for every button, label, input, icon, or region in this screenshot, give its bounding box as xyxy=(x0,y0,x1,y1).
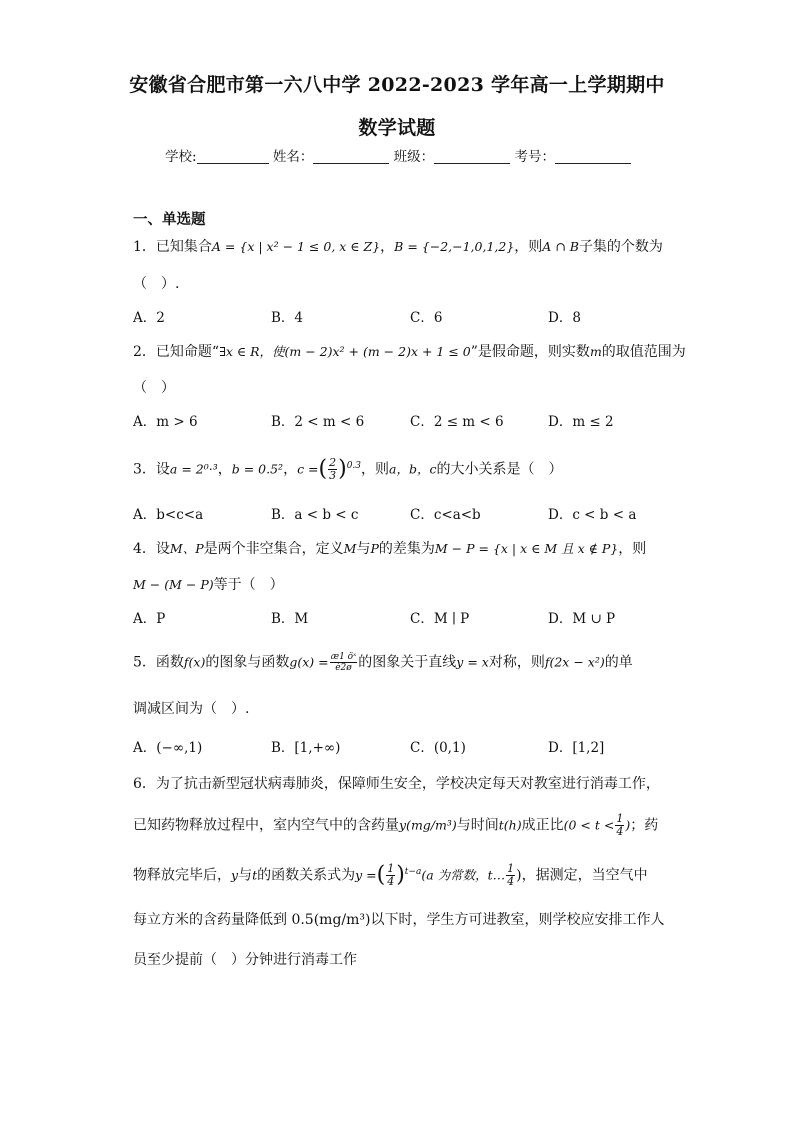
exam-number-blank xyxy=(555,149,631,164)
q1-option-d: D．8 xyxy=(548,310,581,326)
q3-c-exp: 0.3 xyxy=(346,461,362,471)
q4-option-d: D．M ∪ P xyxy=(548,611,616,627)
school-label: 学校: xyxy=(165,149,197,165)
name-label: 姓名： xyxy=(272,149,314,165)
q4-stem-2 xyxy=(133,575,284,595)
q5-option-b: B．[1,+∞) xyxy=(271,740,341,756)
q4-expr: M − (M − P) xyxy=(133,577,214,592)
q5-stem-2: 调减区间为（ ）. xyxy=(133,701,250,717)
q4-text-a: 4．设 xyxy=(133,541,170,557)
q1-option-c: C．6 xyxy=(410,310,443,326)
q6-l3-text-e: (a 为常数， xyxy=(421,867,488,883)
q5-f: f(x) xyxy=(183,654,206,670)
q3-frac-den: 3 xyxy=(329,469,337,483)
q1-stem xyxy=(133,237,663,257)
q2-var: m xyxy=(589,344,602,359)
q3-c-def: c = xyxy=(297,461,319,477)
q6-l2-text-b: 与时间 xyxy=(456,817,499,834)
q4-p: P xyxy=(370,541,379,556)
exam-title-line2: 数学试题 xyxy=(358,117,436,139)
q5-stem xyxy=(133,652,633,673)
q4-option-b: B．M xyxy=(271,611,309,627)
name-blank xyxy=(313,149,389,164)
exam-number-label: 考号： xyxy=(514,149,555,165)
q4-text-c: 的差集为 xyxy=(378,541,435,557)
q3-fraction xyxy=(328,457,337,482)
q3-option-d: D．c < b < a xyxy=(548,507,637,523)
q2-options xyxy=(133,410,693,430)
q5-comp: f(2x − x²) xyxy=(544,654,605,670)
q2-proposition: ∃x ∈ R，使(m − 2)x² + (m − 2)x + 1 ≤ 0 xyxy=(219,344,471,359)
q3-frac-num: 2 xyxy=(329,456,337,470)
q3-b-def: b = 0.5² xyxy=(231,461,284,477)
q1-paren: （ ）. xyxy=(133,276,180,292)
q6-l2-text-c: 成正比 xyxy=(521,817,564,834)
q2-option-c: C．2 ≤ m < 6 xyxy=(410,414,504,430)
q6-l2-frac-den: 4 xyxy=(616,825,624,838)
q5-g-den: è2ø xyxy=(335,663,352,673)
q6-line3 xyxy=(133,862,648,888)
q4-text-b: 是两个非空集合，定义 xyxy=(203,541,344,557)
q1-option-b: B．4 xyxy=(271,310,304,326)
q3-vars: a，b，c xyxy=(389,461,437,477)
q3-a-def: a = 2⁰·³ xyxy=(169,461,218,477)
q1-option-a: A．2 xyxy=(133,310,165,326)
exam-title-line1: 安徽省合肥市第一六八中学 2022-2023 学年高一上学期期中 xyxy=(129,74,665,96)
q5-text-e: 的单 xyxy=(604,654,633,671)
q6-l3-fraction xyxy=(386,863,395,888)
q6-l2-text-d: ；药 xyxy=(630,817,659,834)
q5-option-d: D．[1,2] xyxy=(548,740,605,756)
q4-text-d: ，则 xyxy=(618,541,647,557)
q6-l3-text-a: 物释放完毕后， xyxy=(133,867,231,884)
q4-option-a: A．P xyxy=(133,611,166,627)
q2-text-c: 的取值范围为 xyxy=(601,344,686,360)
q6-line2 xyxy=(133,813,658,838)
q6-l3-frac-den: 4 xyxy=(387,875,395,889)
q5-option-c: C．(0,1) xyxy=(410,740,466,756)
q1-text-c: 子集的个数为 xyxy=(578,239,663,255)
q6-l3-frac2-num: 1 xyxy=(507,862,515,876)
q3-option-c: C．c<a<b xyxy=(410,507,481,523)
q6-l3-text-f: )，据测定，当空气中 xyxy=(516,867,648,884)
q1-set-a: A = {x | x² − 1 ≤ 0, x ∈ Z} xyxy=(211,239,381,254)
q5-option-a: A．(−∞,1) xyxy=(133,740,203,756)
q5-g-num: æ1 öˣ xyxy=(330,652,357,662)
q5-g-fraction xyxy=(330,652,358,673)
school-blank xyxy=(197,149,269,164)
q6-l2-t: t(h) xyxy=(498,817,522,833)
q4-m: M xyxy=(343,541,357,556)
q1-set-b: B = {−2,−1,0,1,2} xyxy=(394,239,515,254)
q3-text-c: 的大小关系是（ ） xyxy=(436,461,563,478)
q6-line1: 6．为了抗击新型冠状病毒肺炎，保障师生安全，学校决定每天对教室进行消毒工作， xyxy=(133,776,660,792)
q6-l2-range: (0 < t < xyxy=(563,817,615,833)
q2-text-a: 2．已知命题“ xyxy=(133,344,220,360)
q6-l3-y: y xyxy=(231,867,239,883)
q6-l2-text-a: 已知药物释放过程中，室内空气中的含药量 xyxy=(133,817,399,834)
q2-option-b: B．2 < m < 6 xyxy=(271,414,365,430)
q2-paren: （ ） xyxy=(133,380,175,396)
q6-l2-frac-num: 1 xyxy=(616,812,624,825)
q3-text-b: ，则 xyxy=(361,461,390,478)
q6-l3-right-paren: ) xyxy=(396,862,405,888)
class-label: 班级： xyxy=(393,149,435,165)
q2-text-b: ”是假命题，则实数 xyxy=(470,344,590,360)
q3-options xyxy=(133,503,693,523)
q1-expr: A ∩ B xyxy=(542,239,579,254)
q6-l3-fraction-2 xyxy=(506,863,515,888)
q4-options xyxy=(133,607,693,627)
q4-stem xyxy=(133,539,646,559)
q3-right-paren: ) xyxy=(338,456,347,482)
q6-l3-t2: t… xyxy=(487,867,506,883)
section-title: 一、单选题 xyxy=(133,211,206,228)
q5-text-d: 对称，则 xyxy=(488,654,545,671)
q4-option-c: C．M ∣ P xyxy=(410,611,470,627)
class-blank xyxy=(434,149,510,164)
q6-line5: 员至少提前（ ）分钟进行消毒工作 xyxy=(133,952,357,968)
q5-text-a: 5．函数 xyxy=(133,654,184,671)
q6-l3-left-paren: ( xyxy=(376,862,386,888)
q2-option-d: D．m ≤ 2 xyxy=(548,414,614,430)
q3-stem: 3．设a = 2⁰·³，b = 0.5²，c =( $\frac{2}{3}$ )$^{0.3}$，则a，b，c的大小关系是（ ） xyxy=(133,456,563,483)
q3-text-a: 3．设 xyxy=(133,461,170,478)
q2-stem xyxy=(133,342,686,362)
q5-text-b: 的图象与函数 xyxy=(205,654,290,671)
q6-l3-eq: y = xyxy=(355,867,377,883)
q4-mp: M、P xyxy=(169,541,204,556)
q6-l3-exp: t−a xyxy=(404,867,422,877)
q5-line: y = x xyxy=(456,654,489,670)
q1-options xyxy=(133,306,693,326)
q6-l3-frac-num: 1 xyxy=(387,862,395,876)
q1-text-b: ，则 xyxy=(514,239,543,255)
q6-l3-frac2-den: 4 xyxy=(507,875,515,889)
q5-options xyxy=(133,736,693,756)
q4-diff-def: M − P = {x | x ∈ M 且 x ∉ P} xyxy=(434,541,619,556)
q1-sep: ， xyxy=(380,239,395,255)
q2-option-a: A．m > 6 xyxy=(133,414,198,430)
q6-l2-close: ) xyxy=(625,817,631,833)
q4-text-e: 等于（ ） xyxy=(213,577,284,593)
student-info-row xyxy=(165,145,631,165)
q5-text-c: 的图象关于直线 xyxy=(358,654,457,671)
q6-l3-text-b: 与 xyxy=(238,867,253,884)
q6-l3-t: t xyxy=(252,867,258,883)
q3-option-b: B．a < b < c xyxy=(271,507,359,523)
q1-text-a: 1．已知集合 xyxy=(133,239,212,255)
q6-line4: 每立方米的含药量降低到 0.5(mg/m³)以下时，学生方可进教室，则学校应安排工作人 xyxy=(133,912,665,928)
q3-left-paren: ( xyxy=(318,456,328,482)
q3-option-a: A．b<c<a xyxy=(133,507,204,523)
q5-g: g(x) = xyxy=(289,654,329,670)
q6-l2-fraction xyxy=(615,813,624,838)
q6-l3-text-c: 的函数关系式为 xyxy=(257,867,356,884)
q6-l2-y: y(mg/m³) xyxy=(399,817,457,833)
q4-and: 与 xyxy=(356,541,371,557)
